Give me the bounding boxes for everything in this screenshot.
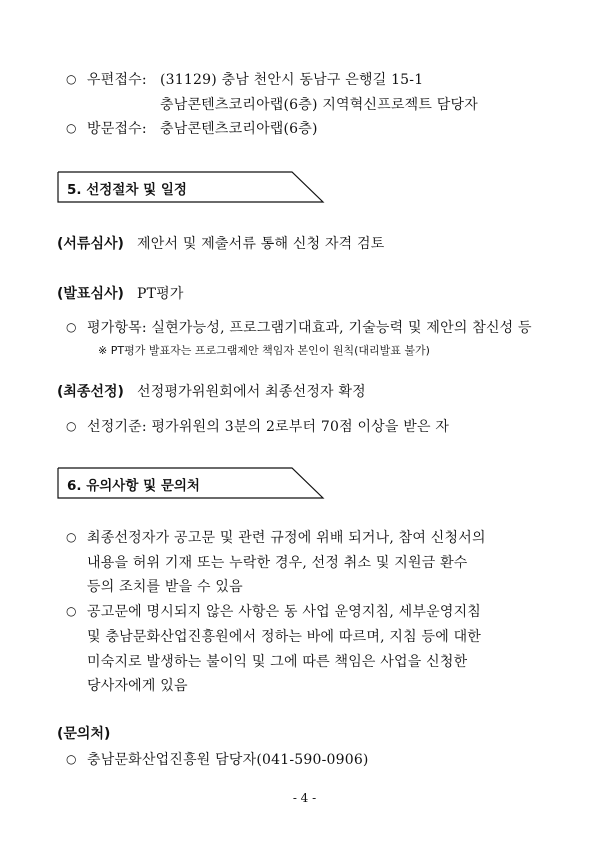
section-6-header [57,467,325,499]
notice-2-line-4: 당사자에게 있음 [87,678,188,694]
presentation-label: (발표심사) [57,286,124,302]
doc-review-text: 제안서 및 제출서류 통해 신청 자격 검토 [137,236,385,252]
bullet-icon: ○ [66,530,77,544]
section-6-title: 6. 유의사항 및 문의처 [67,478,200,494]
bullet-icon: ○ [66,604,77,618]
presentation-text: PT평가 [137,286,184,302]
selection-criteria: 선정기준: 평가위원의 3분의 2로부터 70점 이상을 받은 자 [87,419,450,435]
notice-2-line-2: 및 충남문화산업진흥원에서 정하는 바에 따르며, 지침 등에 대한 [87,629,482,645]
page-number: - 4 - [292,791,317,805]
bullet-icon: ○ [66,419,77,433]
notice-1-line-1: 최종선정자가 공고문 및 관련 규정에 위배 되거나, 참여 신청서의 [87,530,486,546]
visit-submission-label: 방문접수: [87,121,147,137]
presenter-note: ※ PT평가 발표자는 프로그램제안 책임자 본인이 원칙(대리발표 불가) [98,344,430,357]
visit-location: 충남콘텐츠코리아랩(6층) [160,121,318,137]
evaluation-items: 평가항목: 실현가능성, 프로그램기대효과, 기술능력 및 제안의 참신성 등 [87,320,532,336]
bullet-icon: ○ [66,320,77,334]
contact-label: (문의처) [57,726,111,742]
final-selection-text: 선정평가위원회에서 최종선정자 확정 [137,384,366,400]
mail-submission-label: 우편접수: [87,72,147,88]
bullet-icon: ○ [66,752,77,766]
doc-review-label: (서류심사) [57,236,124,252]
contact-text: 충남문화산업진흥원 담당자(041-590-0906) [87,752,369,768]
notice-1-line-3: 등의 조치를 받을 수 있음 [87,579,243,595]
mail-recipient: 충남콘텐츠코리아랩(6층) 지역혁신프로젝트 담당자 [160,97,478,113]
section-5-header [57,171,325,203]
notice-1-line-2: 내용을 허위 기재 또는 누락한 경우, 선정 취소 및 지원금 환수 [87,555,468,571]
section-5-title: 5. 선정절차 및 일정 [67,182,187,198]
notice-2-line-3: 미숙지로 발생하는 불이익 및 그에 따른 책임은 사업을 신청한 [87,654,468,670]
notice-2-line-1: 공고문에 명시되지 않은 사항은 동 사업 운영지침, 세부운영지침 [87,604,482,620]
bullet-icon: ○ [66,72,77,86]
mail-address: (31129) 충남 천안시 동남구 은행길 15-1 [160,72,424,88]
final-selection-label: (최종선정) [57,384,124,400]
bullet-icon: ○ [66,121,77,135]
